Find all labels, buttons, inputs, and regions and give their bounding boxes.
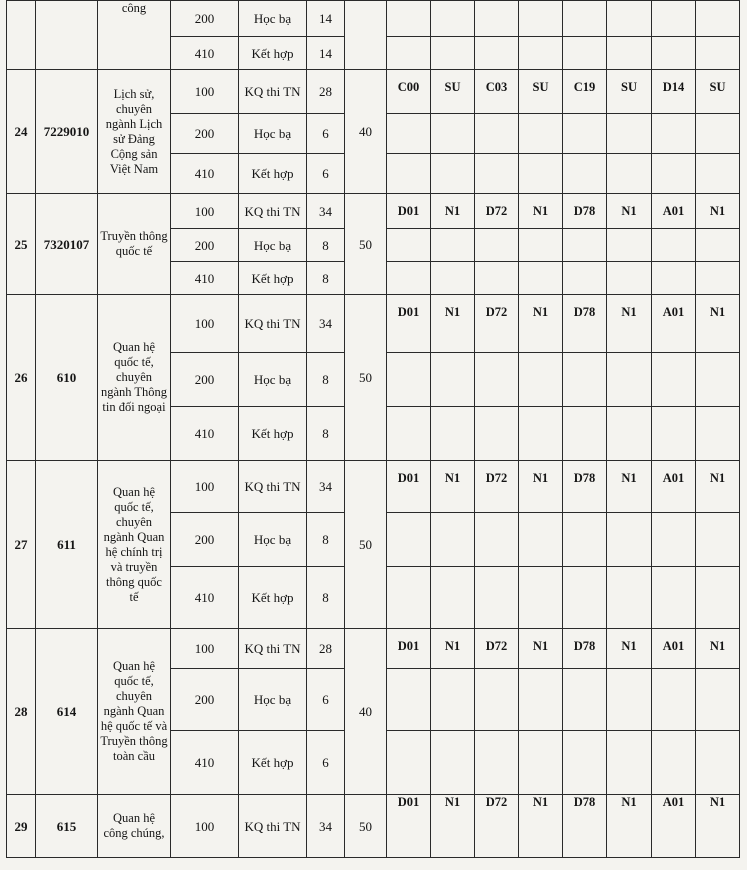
method-name: KQ thi TN [239, 295, 307, 353]
method-code: 100 [171, 194, 239, 229]
quota: 8 [307, 229, 345, 262]
table-row [7, 461, 740, 513]
empty-cell [519, 229, 563, 262]
empty-cell [652, 1, 696, 37]
language-tag: N1 [607, 795, 652, 858]
empty-cell [696, 114, 740, 154]
language-tag: N1 [696, 629, 740, 669]
empty-cell [431, 154, 475, 194]
empty-cell [652, 37, 696, 70]
empty-cell [431, 669, 475, 731]
empty-cell [519, 37, 563, 70]
empty-cell [475, 154, 519, 194]
program-name: Quan hệ công chúng, [98, 795, 171, 858]
empty-cell [696, 567, 740, 629]
stt-cell [7, 1, 36, 70]
method-code: 410 [171, 407, 239, 461]
table-row [7, 1, 740, 37]
empty-cell [696, 154, 740, 194]
empty-cell [519, 353, 563, 407]
method-name: Kết hợp [239, 567, 307, 629]
subject-combo: A01 [652, 295, 696, 353]
method-name: Học bạ [239, 669, 307, 731]
method-code: 100 [171, 70, 239, 114]
empty-cell [563, 37, 607, 70]
empty-cell [475, 407, 519, 461]
table-row [7, 194, 740, 229]
empty-cell [387, 1, 431, 37]
empty-cell [563, 669, 607, 731]
subject-combo: D78 [563, 295, 607, 353]
empty-cell [431, 353, 475, 407]
empty-cell [563, 567, 607, 629]
stt-cell: 27 [7, 461, 36, 629]
language-tag: N1 [696, 194, 740, 229]
program-code: 614 [36, 629, 98, 795]
empty-cell [563, 353, 607, 407]
method-name: Học bạ [239, 1, 307, 37]
empty-cell [387, 513, 431, 567]
quota: 6 [307, 114, 345, 154]
empty-cell [387, 567, 431, 629]
language-tag: N1 [519, 461, 563, 513]
method-code: 410 [171, 154, 239, 194]
total-quota: 50 [345, 461, 387, 629]
program-name: Lịch sử, chuyên ngành Lịch sử Đảng Cộng sản Việt Nam [98, 70, 171, 194]
subject-combo: D01 [387, 461, 431, 513]
empty-cell [607, 567, 652, 629]
empty-cell [696, 37, 740, 70]
empty-cell [519, 567, 563, 629]
program-name: Quan hệ quốc tế, chuyên ngành Thông tin đối ngoại [98, 295, 171, 461]
method-code: 100 [171, 295, 239, 353]
language-tag: N1 [519, 295, 563, 353]
empty-cell [652, 567, 696, 629]
empty-cell [696, 353, 740, 407]
method-code: 410 [171, 37, 239, 70]
empty-cell [475, 669, 519, 731]
empty-cell [563, 407, 607, 461]
total-quota: 50 [345, 795, 387, 858]
empty-cell [431, 262, 475, 295]
method-name: KQ thi TN [239, 629, 307, 669]
language-tag: SU [696, 70, 740, 114]
empty-cell [519, 262, 563, 295]
quota: 6 [307, 154, 345, 194]
empty-cell [607, 229, 652, 262]
language-tag: N1 [519, 194, 563, 229]
stt-cell: 26 [7, 295, 36, 461]
method-name: KQ thi TN [239, 70, 307, 114]
method-code: 200 [171, 229, 239, 262]
subject-combo: D01 [387, 194, 431, 229]
empty-cell [475, 567, 519, 629]
method-code: 100 [171, 461, 239, 513]
empty-cell [563, 114, 607, 154]
subject-combo: D01 [387, 629, 431, 669]
empty-cell [475, 353, 519, 407]
quota: 8 [307, 407, 345, 461]
language-tag: N1 [431, 795, 475, 858]
method-code: 200 [171, 1, 239, 37]
empty-cell [387, 669, 431, 731]
subject-combo: D72 [475, 295, 519, 353]
method-code: 200 [171, 513, 239, 567]
quota: 8 [307, 353, 345, 407]
empty-cell [652, 407, 696, 461]
empty-cell [475, 37, 519, 70]
empty-cell [431, 567, 475, 629]
table-row [7, 295, 740, 353]
empty-cell [696, 229, 740, 262]
quota: 28 [307, 70, 345, 114]
method-name: KQ thi TN [239, 461, 307, 513]
stt-cell: 28 [7, 629, 36, 795]
method-code: 410 [171, 731, 239, 795]
subject-combo: D72 [475, 194, 519, 229]
method-name: Kết hợp [239, 407, 307, 461]
empty-cell [652, 513, 696, 567]
empty-cell [519, 513, 563, 567]
subject-combo: D78 [563, 629, 607, 669]
empty-cell [652, 114, 696, 154]
quota: 34 [307, 295, 345, 353]
subject-combo: D01 [387, 795, 431, 858]
subject-combo: D72 [475, 795, 519, 858]
empty-cell [387, 229, 431, 262]
subject-combo: C19 [563, 70, 607, 114]
subject-combo: D72 [475, 461, 519, 513]
empty-cell [431, 1, 475, 37]
empty-cell [519, 731, 563, 795]
language-tag: N1 [431, 295, 475, 353]
quota: 6 [307, 669, 345, 731]
total-quota [345, 1, 387, 70]
stt-cell: 29 [7, 795, 36, 858]
empty-cell [519, 1, 563, 37]
empty-cell [475, 114, 519, 154]
subject-combo: C03 [475, 70, 519, 114]
empty-cell [387, 114, 431, 154]
method-name: Kết hợp [239, 154, 307, 194]
empty-cell [475, 1, 519, 37]
method-name: KQ thi TN [239, 795, 307, 858]
empty-cell [431, 513, 475, 567]
method-code: 200 [171, 669, 239, 731]
program-code [36, 1, 98, 70]
empty-cell [431, 37, 475, 70]
method-name: Học bạ [239, 353, 307, 407]
table-row [7, 629, 740, 669]
empty-cell [696, 513, 740, 567]
empty-cell [387, 262, 431, 295]
language-tag: N1 [607, 629, 652, 669]
stt-cell: 25 [7, 194, 36, 295]
subject-combo: A01 [652, 795, 696, 858]
quota: 28 [307, 629, 345, 669]
subject-combo: D78 [563, 461, 607, 513]
table-row [7, 795, 740, 858]
program-name: Truyền thông quốc tế [98, 194, 171, 295]
language-tag: SU [431, 70, 475, 114]
empty-cell [652, 731, 696, 795]
empty-cell [563, 1, 607, 37]
stt-cell: 24 [7, 70, 36, 194]
method-name: Học bạ [239, 229, 307, 262]
subject-combo: D14 [652, 70, 696, 114]
subject-combo: D78 [563, 795, 607, 858]
empty-cell [475, 731, 519, 795]
language-tag: N1 [607, 295, 652, 353]
language-tag: N1 [519, 629, 563, 669]
empty-cell [475, 262, 519, 295]
empty-cell [475, 229, 519, 262]
empty-cell [696, 407, 740, 461]
empty-cell [475, 513, 519, 567]
empty-cell [563, 731, 607, 795]
table-row [7, 70, 740, 114]
language-tag: SU [607, 70, 652, 114]
empty-cell [431, 229, 475, 262]
method-code: 410 [171, 262, 239, 295]
total-quota: 50 [345, 295, 387, 461]
empty-cell [431, 407, 475, 461]
method-name: Kết hợp [239, 37, 307, 70]
empty-cell [387, 353, 431, 407]
method-name: Kết hợp [239, 731, 307, 795]
empty-cell [563, 154, 607, 194]
language-tag: N1 [431, 629, 475, 669]
subject-combo: A01 [652, 629, 696, 669]
empty-cell [519, 154, 563, 194]
language-tag: N1 [696, 795, 740, 858]
quota: 14 [307, 37, 345, 70]
subject-combo: C00 [387, 70, 431, 114]
empty-cell [563, 229, 607, 262]
empty-cell [652, 669, 696, 731]
method-name: Kết hợp [239, 262, 307, 295]
empty-cell [519, 669, 563, 731]
method-name: Học bạ [239, 114, 307, 154]
empty-cell [387, 154, 431, 194]
method-code: 200 [171, 114, 239, 154]
language-tag: N1 [696, 295, 740, 353]
empty-cell [607, 353, 652, 407]
quota: 8 [307, 513, 345, 567]
empty-cell [696, 1, 740, 37]
empty-cell [607, 154, 652, 194]
subject-combo: A01 [652, 461, 696, 513]
empty-cell [519, 114, 563, 154]
program-name: Quan hệ quốc tế, chuyên ngành Quan hệ chính trị và truyền thông quốc tế [98, 461, 171, 629]
empty-cell [563, 513, 607, 567]
empty-cell [607, 1, 652, 37]
empty-cell [652, 262, 696, 295]
table-body [7, 1, 740, 858]
method-code: 100 [171, 795, 239, 858]
empty-cell [387, 37, 431, 70]
program-code: 7320107 [36, 194, 98, 295]
quota: 6 [307, 731, 345, 795]
language-tag: N1 [519, 795, 563, 858]
empty-cell [652, 154, 696, 194]
program-name: công [98, 1, 171, 70]
empty-cell [607, 513, 652, 567]
empty-cell [607, 669, 652, 731]
empty-cell [652, 353, 696, 407]
empty-cell [607, 37, 652, 70]
empty-cell [519, 407, 563, 461]
quota: 8 [307, 262, 345, 295]
empty-cell [563, 262, 607, 295]
program-code: 7229010 [36, 70, 98, 194]
program-code: 615 [36, 795, 98, 858]
program-code: 611 [36, 461, 98, 629]
method-code: 100 [171, 629, 239, 669]
quota: 14 [307, 1, 345, 37]
language-tag: N1 [431, 194, 475, 229]
admission-table [6, 0, 740, 858]
language-tag: SU [519, 70, 563, 114]
language-tag: N1 [696, 461, 740, 513]
total-quota: 40 [345, 629, 387, 795]
empty-cell [387, 731, 431, 795]
quota: 34 [307, 194, 345, 229]
method-name: Học bạ [239, 513, 307, 567]
empty-cell [607, 407, 652, 461]
empty-cell [696, 262, 740, 295]
language-tag: N1 [607, 461, 652, 513]
quota: 8 [307, 567, 345, 629]
empty-cell [696, 731, 740, 795]
subject-combo: D72 [475, 629, 519, 669]
empty-cell [387, 407, 431, 461]
empty-cell [652, 229, 696, 262]
empty-cell [696, 669, 740, 731]
subject-combo: A01 [652, 194, 696, 229]
empty-cell [607, 262, 652, 295]
total-quota: 50 [345, 194, 387, 295]
empty-cell [607, 114, 652, 154]
language-tag: N1 [607, 194, 652, 229]
empty-cell [431, 114, 475, 154]
total-quota: 40 [345, 70, 387, 194]
empty-cell [431, 731, 475, 795]
subject-combo: D78 [563, 194, 607, 229]
language-tag: N1 [431, 461, 475, 513]
subject-combo: D01 [387, 295, 431, 353]
method-code: 410 [171, 567, 239, 629]
quota: 34 [307, 795, 345, 858]
program-code: 610 [36, 295, 98, 461]
program-name: Quan hệ quốc tế, chuyên ngành Quan hệ quốc tế và Truyền thông toàn cầu [98, 629, 171, 795]
quota: 34 [307, 461, 345, 513]
method-code: 200 [171, 353, 239, 407]
empty-cell [607, 731, 652, 795]
method-name: KQ thi TN [239, 194, 307, 229]
